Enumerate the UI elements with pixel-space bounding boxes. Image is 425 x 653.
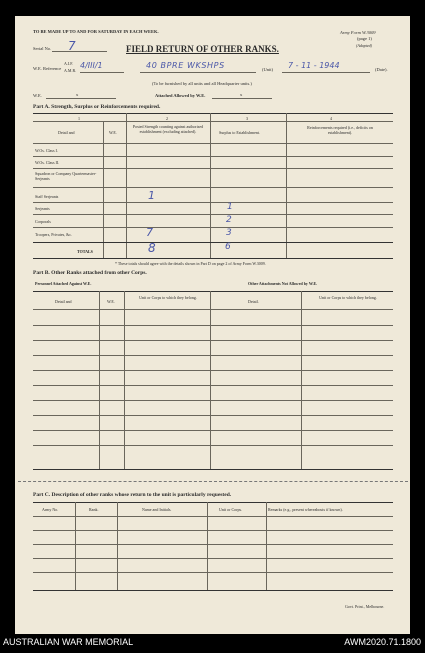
we-line <box>46 98 116 99</box>
row-label-privates: Troopers, Privates, &c. <box>35 232 73 237</box>
we-reference-label: W.E. Reference <box>33 66 62 71</box>
row-rule <box>33 187 393 188</box>
unit-value: 40 BPRE WKSHPS <box>146 61 225 70</box>
col-num-rule <box>33 121 393 122</box>
col-reinf-header: Reinforcements required (i.e., deficits on establishment). <box>307 125 373 135</box>
totals-label: TOTALS <box>77 249 93 254</box>
row-rule <box>33 214 393 215</box>
furnish-note: (To be furnished by all units and all Headquarter units.) <box>152 81 252 86</box>
part-a-title: Part A. Strength, Surplus or Reinforcements required. <box>33 104 161 110</box>
part-c-row-rule <box>33 544 393 545</box>
part-b-header-rule <box>33 309 393 310</box>
col-we-header: W.E. <box>109 130 117 135</box>
serial-underline <box>52 51 107 52</box>
attached-line <box>212 98 272 99</box>
part-c-col-army-no: Army No. <box>42 507 59 512</box>
part-c-vline-2 <box>117 502 118 590</box>
part-b-row-rule <box>33 400 393 401</box>
part-b-bottom-rule <box>33 469 393 470</box>
part-a-bottom-rule <box>33 258 393 259</box>
footer-left: AUSTRALIAN WAR MEMORIAL <box>3 637 134 647</box>
fold-line <box>18 481 408 482</box>
part-b-row-rule <box>33 355 393 356</box>
col-posted-header: Posted Strength counting against authorised establishment (excluding attached). <box>132 124 204 134</box>
part-b-vline-4 <box>301 291 302 469</box>
staff-serjeants-posted: 1 <box>148 189 155 202</box>
serial-label: Serial No. <box>33 46 52 51</box>
row-label-staff-serjeants: Staff Serjeants <box>35 194 59 199</box>
footer-right: AWM2020.71.1800 <box>344 637 421 647</box>
part-a-top-rule <box>33 113 393 114</box>
part-c-vline-3 <box>207 502 208 590</box>
privates-surplus: 3 <box>226 228 232 238</box>
part-c-header-rule <box>33 516 393 517</box>
unit-label: (Unit) <box>262 67 273 72</box>
part-c-row-rule <box>33 558 393 559</box>
we-line-label: W.E. <box>33 93 42 98</box>
amr-label: A.M.R. <box>64 68 77 73</box>
col-num-4: 4 <box>330 116 332 121</box>
adapted-note: (Adapted) <box>356 43 372 48</box>
part-a-vline-1 <box>103 121 104 258</box>
col-num-3: 3 <box>246 116 248 121</box>
col-num-2: 2 <box>166 116 168 121</box>
col-surplus-header: Surplus to Establishment. <box>219 130 260 135</box>
we-reference-underline <box>80 72 124 73</box>
part-b-top-rule <box>33 291 393 292</box>
part-c-row-rule <box>33 530 393 531</box>
part-b-col-unit-1: Unit or Corps to which they belong. <box>139 295 197 300</box>
date-value: 7 - 11 - 1944 <box>288 61 340 70</box>
date-underline <box>282 72 370 73</box>
attached-label: Attached Allowed by W.E. <box>155 93 206 98</box>
part-b-vline-3 <box>210 291 211 469</box>
part-c-vline-4 <box>266 502 267 590</box>
date-label: (Date). <box>375 67 388 72</box>
part-c-title: Part C. Description of other ranks whose return to the unit is particularly requested. <box>33 492 232 498</box>
row-rule <box>33 168 393 169</box>
part-b-col-unit-2: Unit or Corps to which they belong. <box>319 295 377 300</box>
page-note: (page 1) <box>357 36 372 41</box>
row-label-wo2: W.Os. Class II. <box>35 160 60 165</box>
part-b-row-rule <box>33 340 393 341</box>
part-c-top-rule <box>33 502 393 503</box>
part-c-col-remarks: Remarks (e.g., present whereabouts if known). <box>268 507 343 512</box>
part-b-row-rule <box>33 445 393 446</box>
part-c-row-rule <box>33 572 393 573</box>
serjeants-surplus: 1 <box>227 202 233 212</box>
part-b-row-rule <box>33 325 393 326</box>
x-mark-2: x <box>240 92 243 97</box>
part-b-col-detail: Detail and <box>55 299 72 304</box>
part-b-vline-2 <box>124 291 125 469</box>
col-detail-header: Detail and <box>58 130 75 135</box>
part-c-col-name: Name and Initials. <box>142 507 172 512</box>
part-b-title: Part B. Other Ranks attached from other Corps. <box>33 270 147 276</box>
part-b-right-sub: Other Attachments Not Allowed by W.E. <box>248 281 318 286</box>
totals-rule <box>33 242 393 243</box>
part-b-row-rule <box>33 415 393 416</box>
col-num-1: 1 <box>78 116 80 121</box>
part-b-vline-1 <box>99 291 100 469</box>
part-c-col-unit: Unit or Corps. <box>219 507 242 512</box>
part-b-row-rule <box>33 370 393 371</box>
row-label-serjeants: Serjeants <box>35 206 50 211</box>
we-reference-value: 4/III/1 <box>80 61 103 70</box>
totals-surplus: 6 <box>225 242 231 252</box>
row-rule <box>33 227 393 228</box>
row-label-cqms: Squadron or Company Quartermaster-Serjeants <box>35 171 97 181</box>
form-title: FIELD RETURN OF OTHER RANKS. <box>126 44 279 54</box>
aif-label: A.I.F. <box>64 61 74 66</box>
part-b-row-rule <box>33 430 393 431</box>
part-c-col-rank: Rank. <box>89 507 99 512</box>
serial-value: 7 <box>68 39 76 53</box>
part-c-vline-1 <box>75 502 76 590</box>
row-label-corporals: Corporals <box>35 219 51 224</box>
totals-posted: 8 <box>148 241 156 255</box>
printer-note: Govt. Print., Melbourne. <box>345 604 385 609</box>
top-note: TO BE MADE UP TO AND FOR SATURDAY IN EACH WEEK. <box>33 29 159 34</box>
part-a-vline-3 <box>210 113 211 258</box>
row-rule <box>33 202 393 203</box>
corporals-surplus: 2 <box>226 215 232 225</box>
part-b-col-detail-2: Detail. <box>248 299 259 304</box>
unit-underline <box>140 72 256 73</box>
row-rule <box>33 156 393 157</box>
part-c-bottom-rule <box>33 590 393 591</box>
part-a-vline-4 <box>286 113 287 258</box>
army-form: Army Form W.3009 <box>340 30 376 35</box>
part-b-row-rule <box>33 385 393 386</box>
x-mark-1: x <box>76 92 79 97</box>
row-label-wo1: W.Os. Class I. <box>35 148 58 153</box>
part-a-vline-2 <box>126 113 127 258</box>
privates-posted: 7 <box>146 226 153 239</box>
col-header-rule <box>33 143 393 144</box>
part-b-col-we: W.E. <box>107 299 115 304</box>
part-b-left-sub: Personnel Attached Against W.E. <box>35 281 92 286</box>
part-a-footnote: * These totals should agree with the details shown in Part D on page 2 of Army Form W.3009. <box>115 261 266 266</box>
